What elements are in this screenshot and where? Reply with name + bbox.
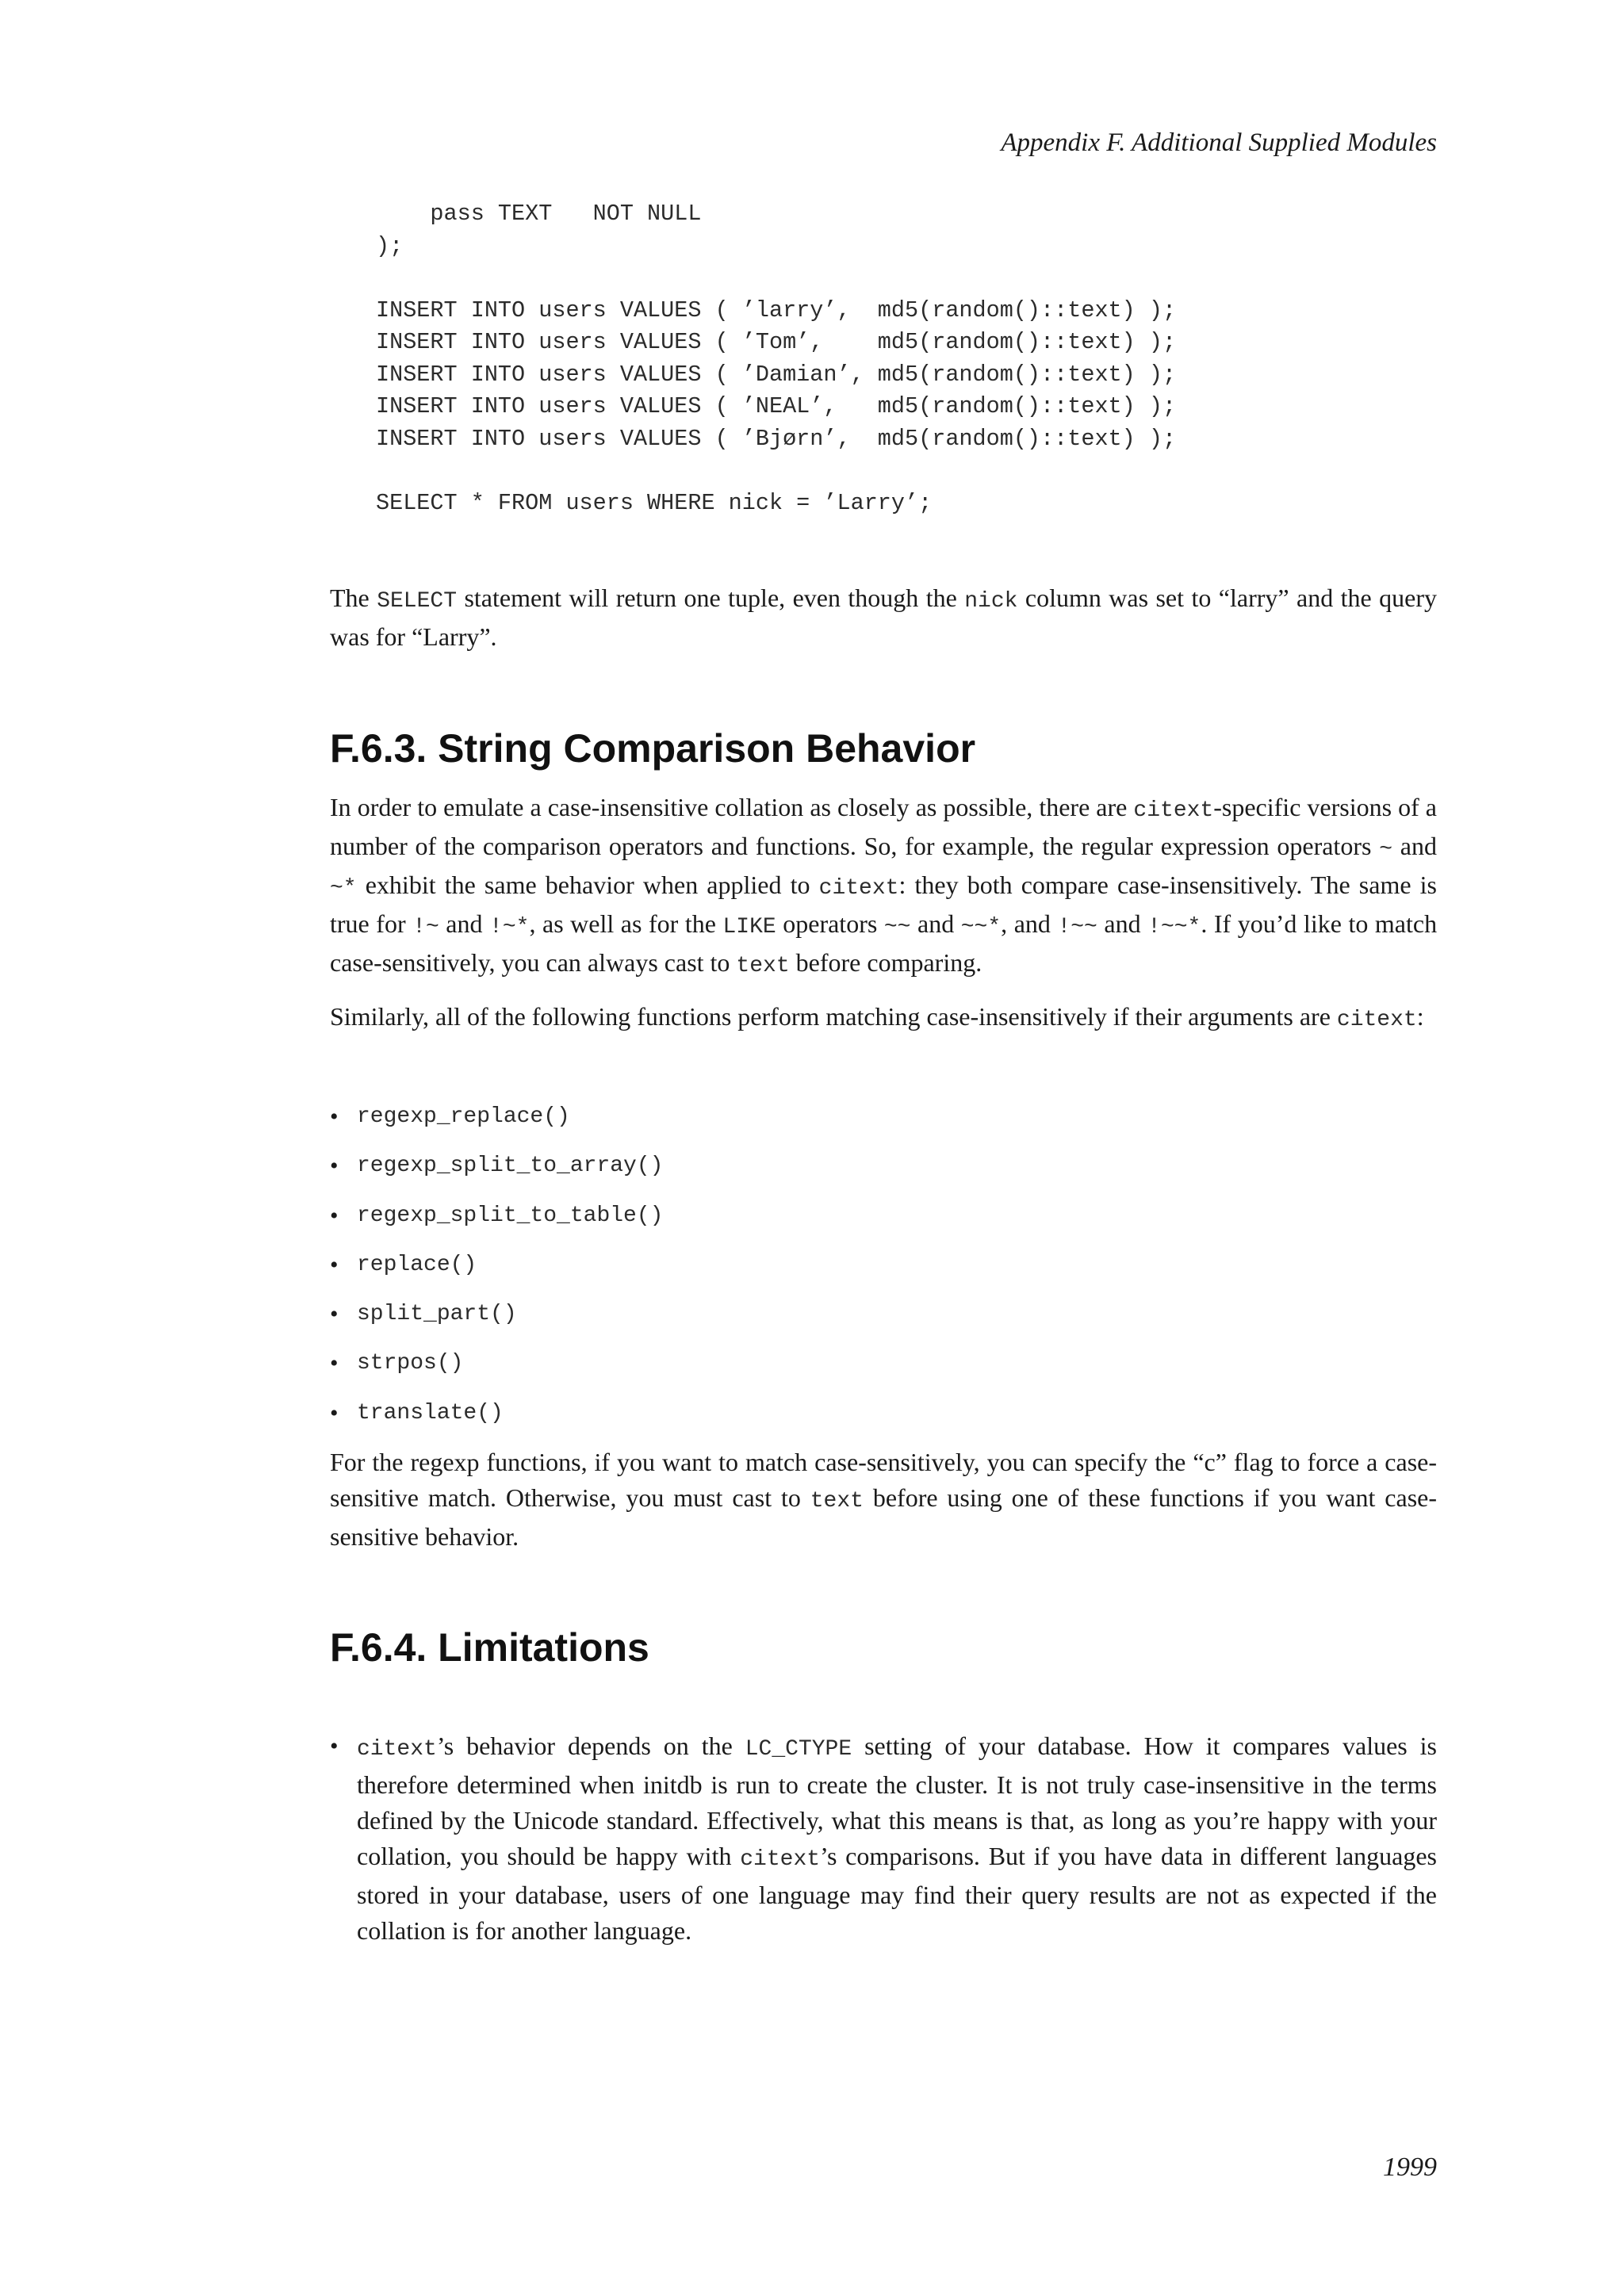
list-item: • strpos() [330,1344,663,1393]
bullet-icon: • [330,1153,339,1180]
function-list [330,1097,663,1443]
code-line: pass TEXT NOT NULL [376,201,702,227]
functions-intro-paragraph: Similarly, all of the following functions perform matching case-insensitively if their arguments are citext: [330,1002,1424,1032]
code-line: INSERT INTO users VALUES ( ’larry’, md5(random()::text) ); [376,297,1177,323]
select-explanation-paragraph: The SELECT statement will return one tuple, even though the nick column was set to “larry” and the query was for “Larry”. [330,584,1438,651]
running-header: Appendix F. Additional Supplied Modules [1001,128,1437,157]
code-line: INSERT INTO users VALUES ( ’Damian’, md5(random()::text) ); [376,361,1177,388]
comparison-operators-paragraph: In order to emulate a case-insensitive collation as closely as possible, there are citext-specific versions of a number of the comparison operators and functions. So, for example, the regular expression operators ~ and ~* exhibit the same behavior when applied to citext: they both compare case-insensitively. The same is true for !~ and !~*, as well as for the LIKE operators ~~ and ~~*, and !~~ and !~~*. If you’d like to match case-sensitively, you can always cast to text before comparing. [330,793,1438,978]
code-line [376,455,1176,488]
regexp-flag-paragraph: For the regexp functions, if you want to match case-sensitively, you can specify the “c” flag to force a case-sensitive match. Otherwise, you must cast to text before using one of these functions if you want case-sensitive behavior. [330,1448,1438,1551]
bullet-icon: • [330,1251,339,1278]
code-block [376,198,1176,519]
bullet-icon: • [330,1399,339,1426]
page-number: 1999 [1383,2152,1437,2182]
code-line: INSERT INTO users VALUES ( ’NEAL’, md5(random()::text) ); [376,393,1177,419]
bullet-icon: • [330,1202,339,1229]
list-item: • replace() [330,1246,663,1295]
document-page [330,0,1437,2296]
code-line [376,262,1176,295]
limitations-list-item: • citext’s behavior depends on the LC_CTYPE setting of your database. How it compares values is therefore determined when initdb is run to create the cluster. It is not truly case-insensitive in the terms defined by the Unicode standard. Effectively, what this means is that, as long as you’re happy with your collation, you should be happy with citext’s comparisons. But if you have data in different languages stored in your database, users of one language may find their query results are not as expected if the collation is for another language. [357,1728,1437,1949]
bullet-icon: • [330,1350,339,1377]
list-item: • translate() [330,1394,663,1443]
list-item: • regexp_replace() [330,1097,663,1146]
bullet-icon: • [330,1104,339,1130]
code-line: INSERT INTO users VALUES ( ’Bjørn’, md5(random()::text) ); [376,425,1177,452]
list-item: • split_part() [330,1295,663,1344]
bullet-icon: • [330,1301,339,1328]
code-line: ); [376,232,404,259]
list-item: • regexp_split_to_array() [330,1146,663,1196]
code-line: INSERT INTO users VALUES ( ’Tom’, md5(random()::text) ); [376,329,1177,355]
list-item: • regexp_split_to_table() [330,1196,663,1246]
section-heading-f63: F.6.3. String Comparison Behavior [330,726,976,771]
bullet-icon: • [330,1733,339,1759]
section-heading-f64: F.6.4. Limitations [330,1625,649,1670]
code-line: SELECT * FROM users WHERE nick = ’Larry’; [376,489,933,516]
